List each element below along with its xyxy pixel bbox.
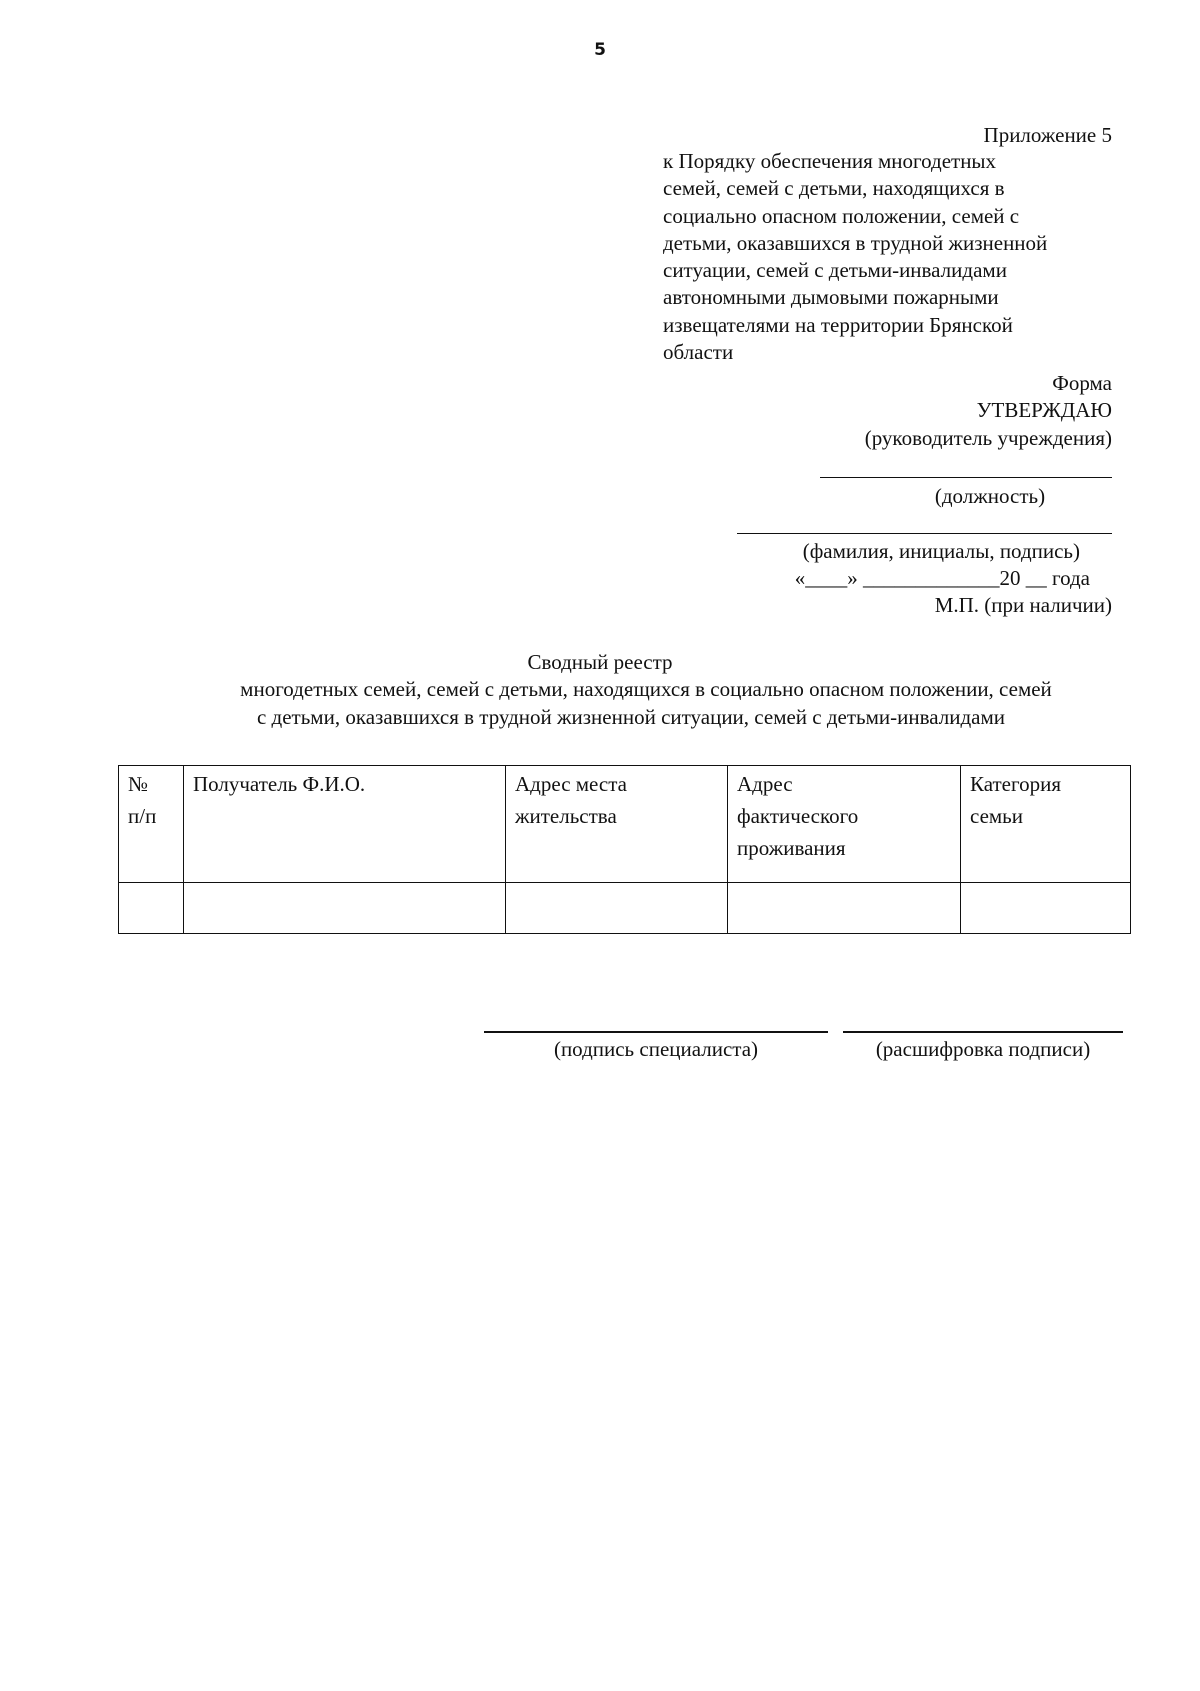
register-title: Сводный реестр [527, 650, 673, 674]
appendix-line: области [663, 340, 734, 365]
page-number: 5 [594, 40, 606, 60]
form-label: Форма [1052, 371, 1112, 395]
appendix-line: извещателями на территории Брянской [663, 312, 1013, 337]
appendix-line: автономными дымовыми пожарными [663, 285, 999, 310]
appendix-line: ситуации, семей с детьми-инвалидами [663, 258, 1007, 283]
table-cell[interactable] [119, 883, 184, 934]
register-subtitle-line2: с детьми, оказавшихся в трудной жизненной ситуации, семей с детьми-инвалидами [256, 705, 1006, 729]
header-registered-address: Адрес места жительства [506, 766, 728, 883]
register-subtitle-line1: многодетных семей, семей с детьми, находящихся в социально опасном положении, семей [240, 677, 1052, 701]
approve-label: УТВЕРЖДАЮ [976, 398, 1112, 422]
decoding-signature-caption: (расшифровка подписи) [875, 1037, 1091, 1061]
stamp-label: М.П. (при наличии) [934, 593, 1112, 617]
table-cell[interactable] [728, 883, 961, 934]
table-cell[interactable] [506, 883, 728, 934]
appendix-title: Приложение 5 [983, 123, 1112, 147]
appendix-line: к Порядку обеспечения многодетных [663, 149, 997, 173]
table-row [119, 883, 1131, 934]
table-cell[interactable] [961, 883, 1131, 934]
header-number: № п/п [119, 766, 184, 883]
header-recipient: Получатель Ф.И.О. [184, 766, 506, 883]
date-line: «____» _____________20 __ года [794, 566, 1090, 590]
name-caption: (фамилия, инициалы, подпись) [802, 539, 1080, 563]
name-signature-line [737, 533, 1112, 534]
header-family-category: Категория семьи [961, 766, 1131, 883]
head-label: (руководитель учреждения) [864, 426, 1112, 450]
appendix-line: детьми, оказавшихся в трудной жизненной [663, 230, 1048, 255]
register-table [118, 765, 1131, 934]
position-caption: (должность) [934, 484, 1046, 508]
table-cell[interactable] [184, 883, 506, 934]
position-signature-line [820, 477, 1112, 478]
header-actual-address: Адрес фактического проживания [728, 766, 961, 883]
specialist-signature-line [484, 1031, 828, 1033]
table-header-row [119, 766, 1131, 883]
specialist-signature-caption: (подпись специалиста) [553, 1037, 759, 1061]
appendix-line: семей, семей с детьми, находящихся в [663, 176, 1005, 201]
appendix-text [663, 148, 1047, 366]
decoding-signature-line [843, 1031, 1123, 1033]
appendix-line: социально опасном положении, семей с [663, 203, 1020, 228]
